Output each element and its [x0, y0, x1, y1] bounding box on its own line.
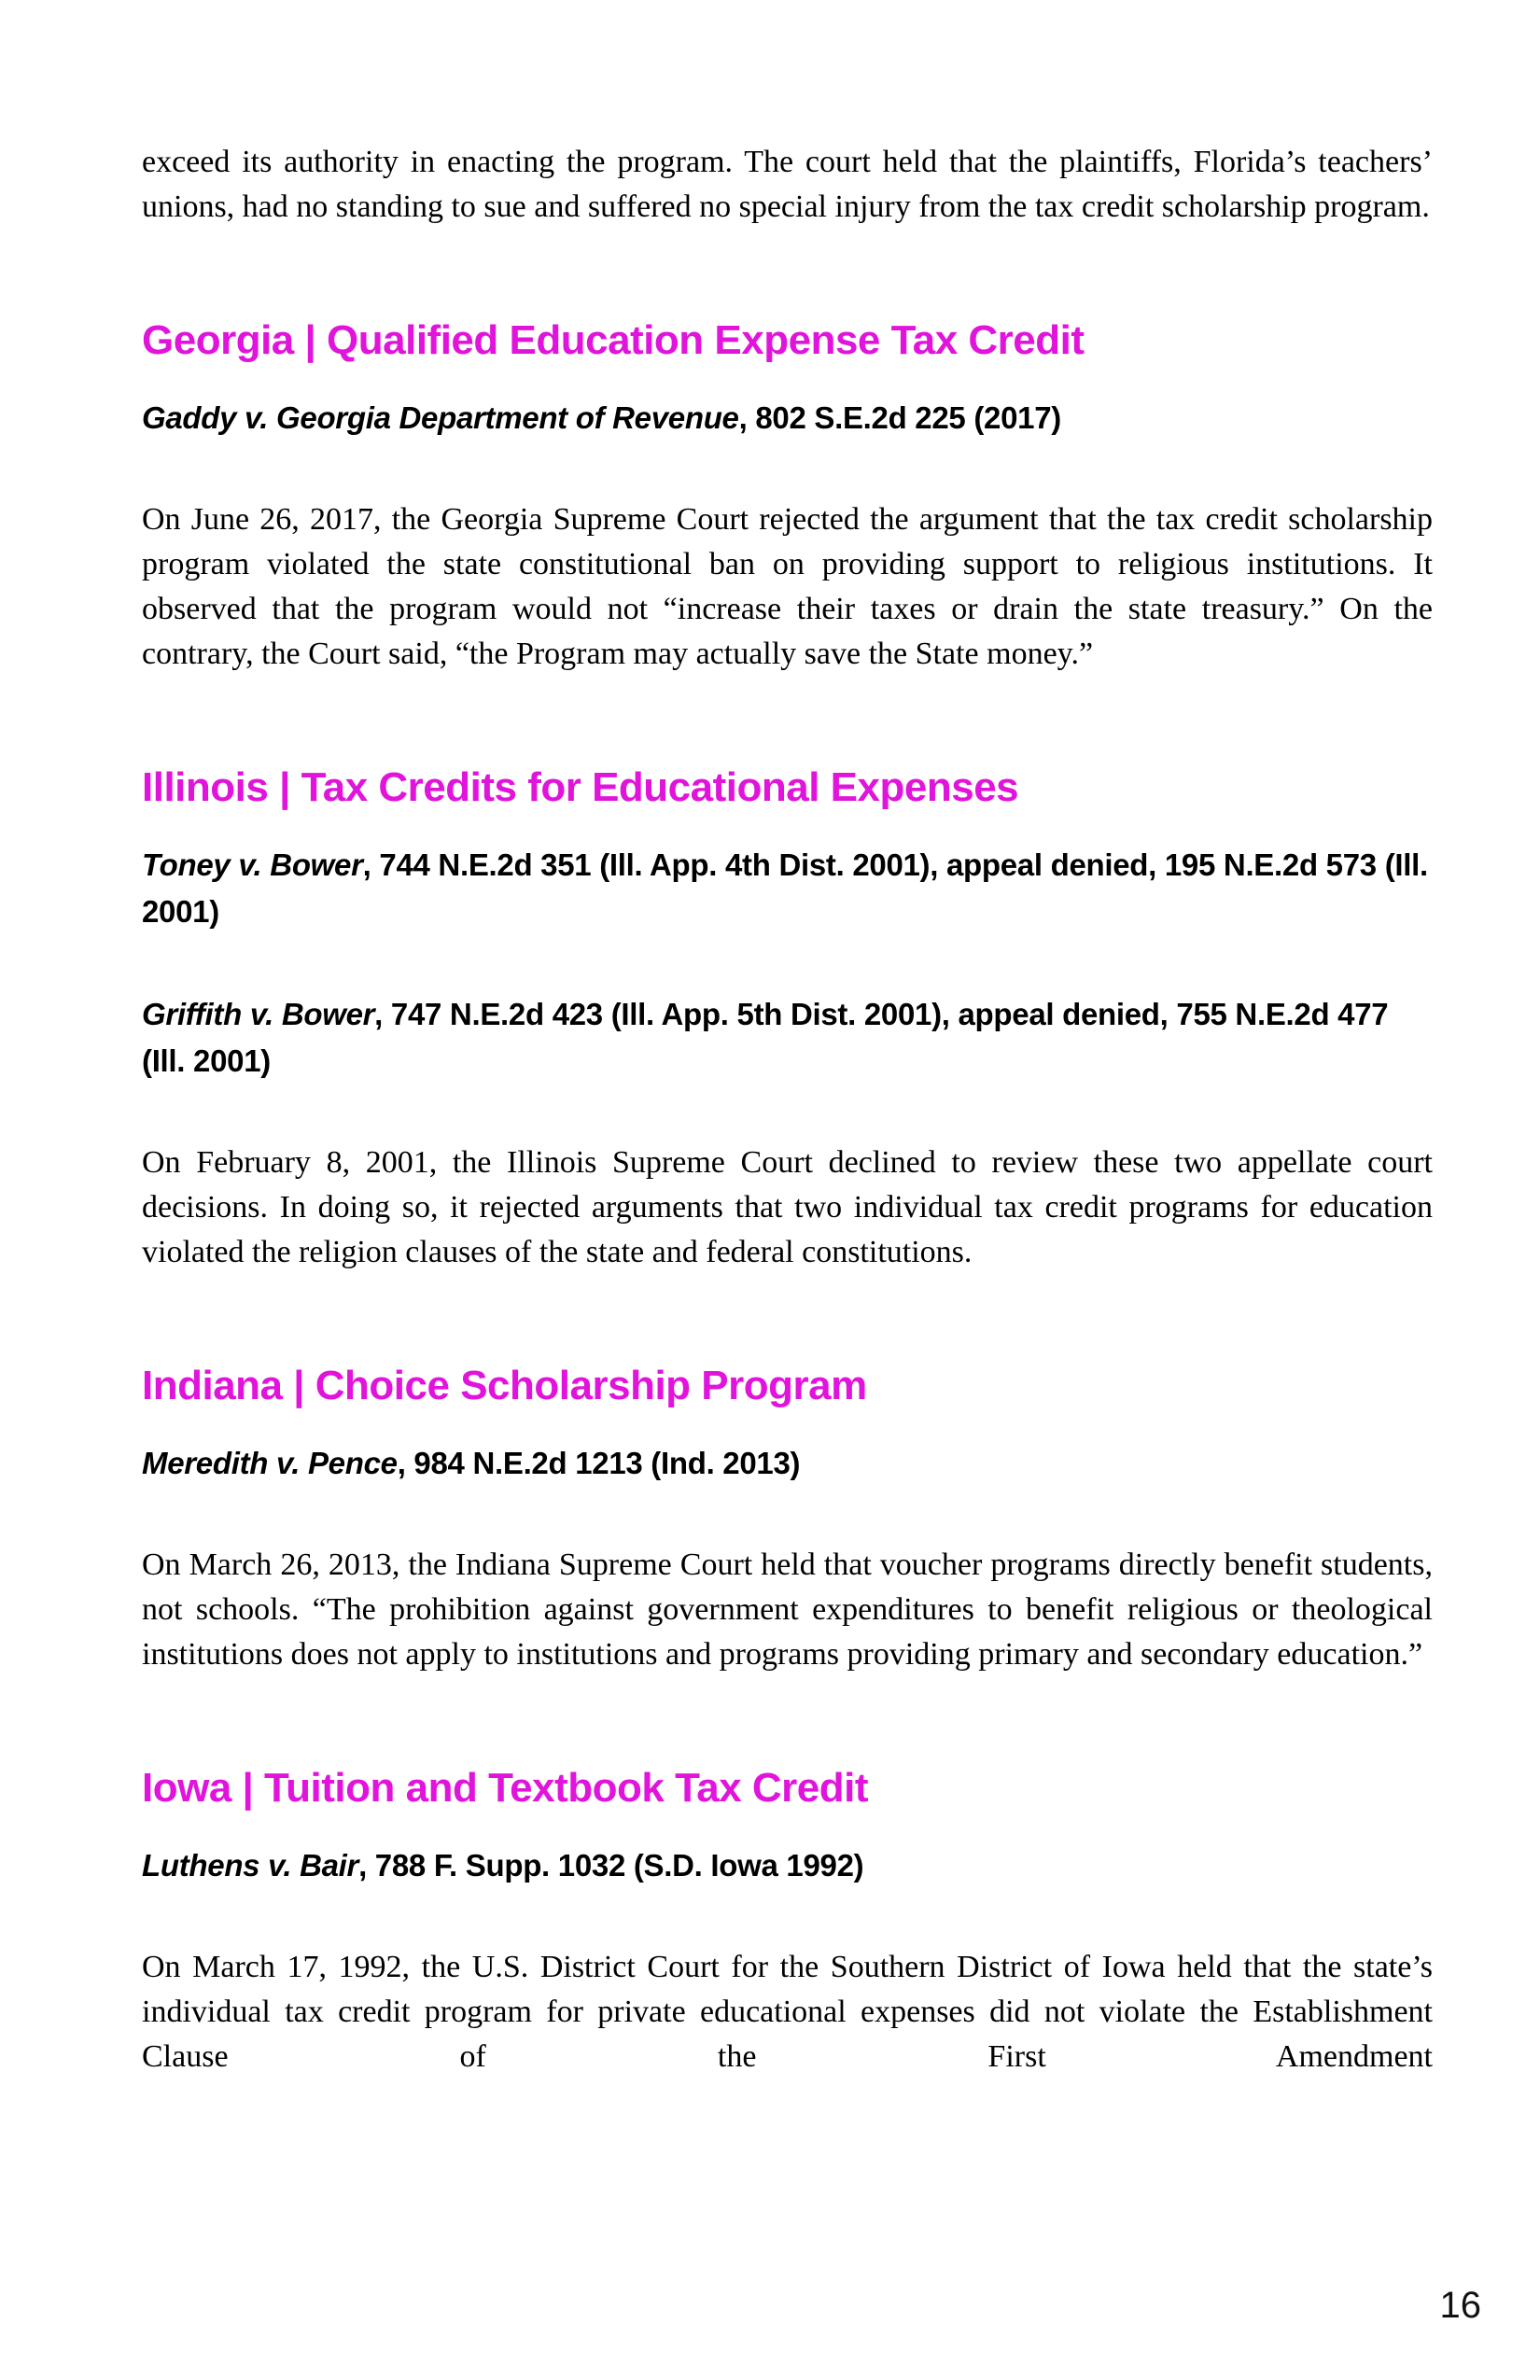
section-heading-georgia: Georgia | Qualified Education Expense Tax Credit [142, 317, 1085, 363]
case-name: Luthens v. Bair [142, 1848, 359, 1883]
section-paragraph: On June 26, 2017, the Georgia Supreme Court rejected the argument that the tax credit scholarship program violated the state constitutional ban on providing support to religious institutions. It observed that the program would not “increase their taxes or drain the state treasury.” On the contrary, the Court said, “the Program may actually save the State money.” [142, 502, 1433, 671]
case-citation [142, 1842, 1433, 1889]
case-name: Gaddy v. Georgia Department of Revenue [142, 400, 739, 435]
intro-paragraph: exceed its authority in enacting the program. The court held that the plaintiffs, Florida’s teachers’ unions, had no standing to sue and suffered no special injury from the tax credit scholarship program. [142, 145, 1433, 224]
section-georgia [142, 318, 1433, 677]
section-paragraph: On March 26, 2013, the Indiana Supreme Court held that voucher programs directly benefit students, not schools. “The prohibition against government expenditures to benefit religious or theological institutions does not apply to institutions and programs providing primary and secondary education.” [142, 1547, 1433, 1672]
section-paragraph: On February 8, 2001, the Illinois Supreme Court declined to review these two appellate court decisions. In doing so, it rejected arguments that two individual tax credit programs for education violated the religion clauses of the state and federal constitutions. [142, 1145, 1433, 1269]
case-name: Griffith v. Bower [142, 997, 375, 1031]
citation-reporter: , 788 F. Supp. 1032 (S.D. Iowa 1992) [358, 1848, 864, 1883]
section-heading-iowa: Iowa | Tuition and Textbook Tax Credit [142, 1765, 869, 1811]
case-name: Toney v. Bower [142, 847, 363, 882]
section-paragraph: On March 17, 1992, the U.S. District Court for the Southern District of Iowa held that the state’s individual tax credit program for private educational expenses did not violate the Establishment Clause of the First Amendment [142, 1950, 1433, 2074]
citation-reporter: , 744 N.E.2d 351 (Ill. App. 4th Dist. 2001), appeal denied, 195 N.E.2d 573 (Ill. 2001) [142, 847, 1428, 929]
section-heading-indiana: Indiana | Choice Scholarship Program [142, 1363, 867, 1408]
case-citation [142, 395, 1433, 441]
citation-reporter: , 984 N.E.2d 1213 (Ind. 2013) [397, 1446, 801, 1480]
section-iowa [142, 1766, 1433, 2079]
page-number: 16 [1439, 2285, 1481, 2326]
citation-reporter: , 802 S.E.2d 225 (2017) [738, 400, 1061, 435]
section-indiana [142, 1364, 1433, 1677]
citation-reporter: , 747 N.E.2d 423 (Ill. App. 5th Dist. 2001), appeal denied, 755 N.E.2d 477 (Ill. 2001) [142, 997, 1389, 1078]
case-citation [142, 991, 1433, 1085]
section-illinois [142, 765, 1433, 1275]
case-name: Meredith v. Pence [142, 1446, 398, 1480]
case-citation [142, 1440, 1433, 1487]
section-heading-illinois: Illinois | Tax Credits for Educational Expenses [142, 764, 1019, 810]
case-citation [142, 842, 1433, 935]
